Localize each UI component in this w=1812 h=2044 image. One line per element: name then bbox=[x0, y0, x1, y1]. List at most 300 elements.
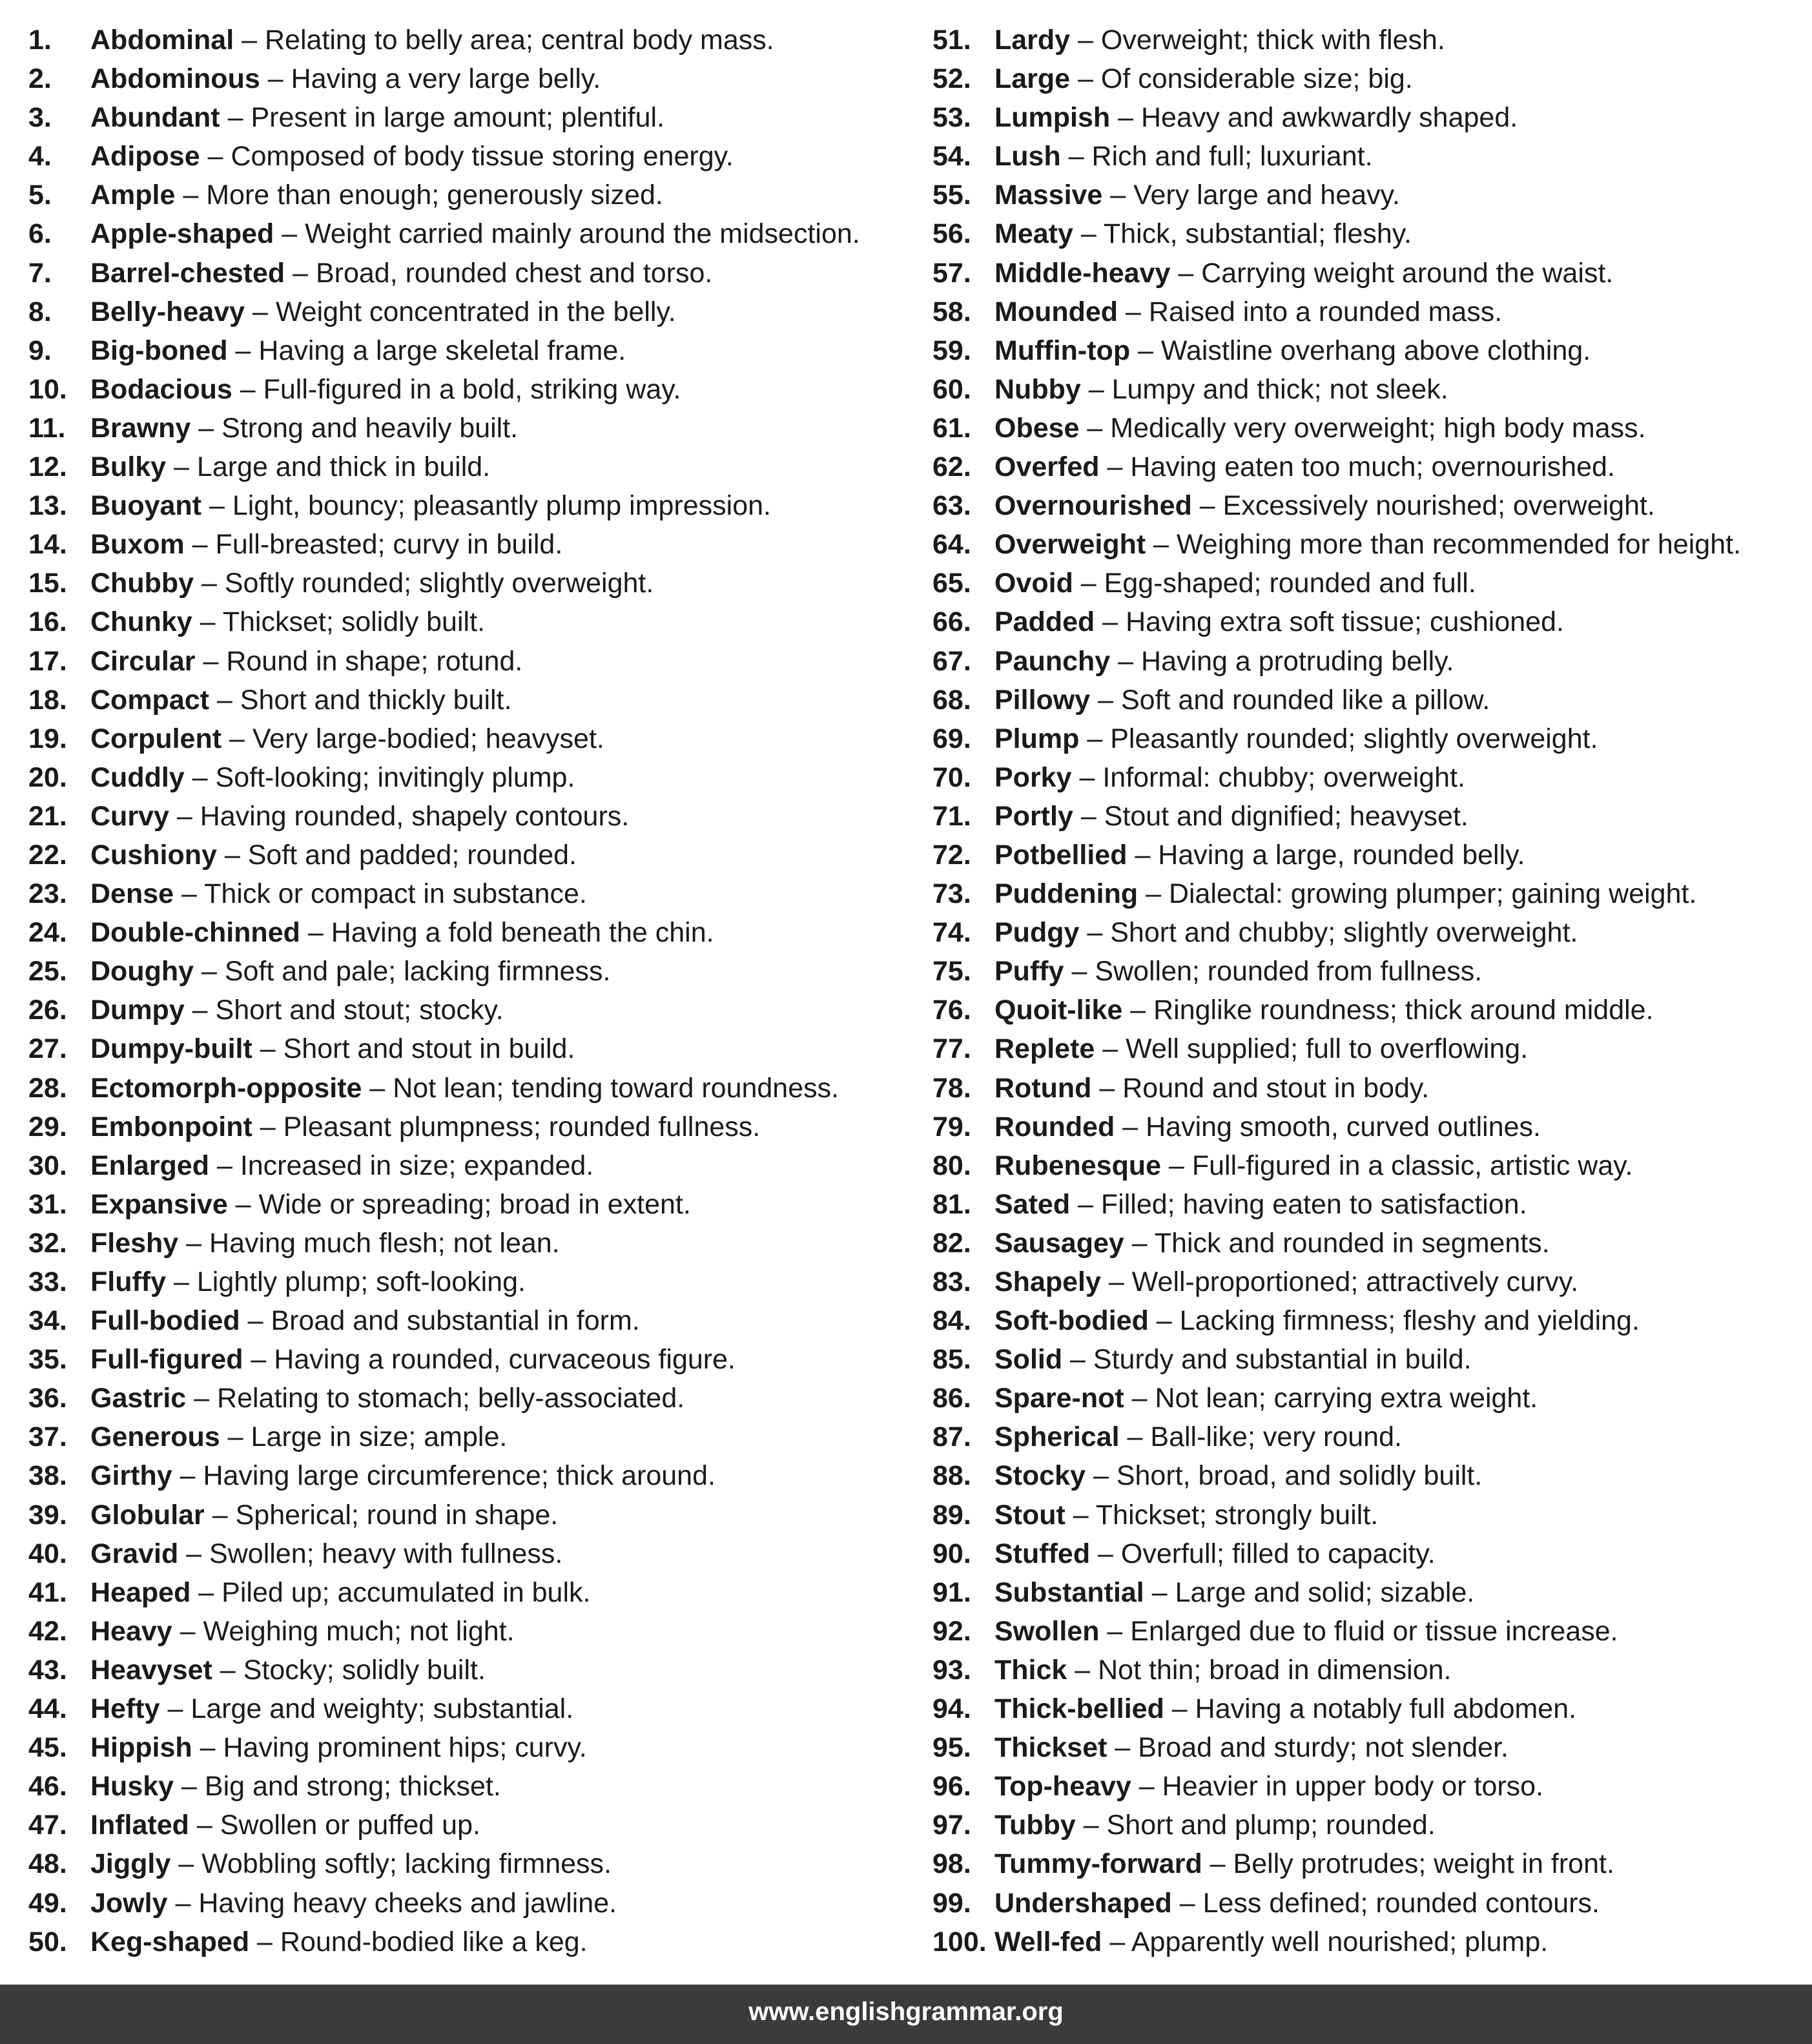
entry-text bbox=[994, 719, 1598, 758]
entry-text bbox=[90, 176, 663, 214]
entry-separator: – bbox=[1079, 723, 1111, 754]
entry-text bbox=[90, 1108, 760, 1146]
entry-text bbox=[994, 1612, 1618, 1651]
entry-text bbox=[90, 409, 518, 448]
entry-separator: – bbox=[209, 1150, 240, 1181]
list-item bbox=[28, 21, 907, 59]
entry-definition: Wobbling softly; lacking firmness. bbox=[201, 1848, 612, 1880]
entry-text bbox=[994, 525, 1741, 564]
entry-definition: Having much flesh; not lean. bbox=[209, 1227, 560, 1259]
entry-text bbox=[994, 1689, 1576, 1728]
entry-term: Buxom bbox=[90, 529, 185, 561]
list-item bbox=[28, 331, 907, 370]
entry-number: 56. bbox=[932, 218, 971, 250]
entry-definition: Piled up; accumulated in bulk. bbox=[221, 1576, 591, 1608]
list-item bbox=[28, 1534, 907, 1573]
entry-text bbox=[994, 1108, 1541, 1146]
entry-separator: – bbox=[1127, 839, 1158, 871]
list-item bbox=[932, 98, 1798, 137]
entry-separator: – bbox=[190, 1576, 222, 1608]
entry-number: 79. bbox=[932, 1111, 971, 1142]
entry-text bbox=[994, 1728, 1508, 1767]
entry-separator: – bbox=[167, 1887, 199, 1919]
footer-website[interactable]: www.englishgrammar.org bbox=[0, 1985, 1812, 2044]
entry-definition: Full-breasted; curvy in build. bbox=[215, 529, 563, 561]
entry-term: Gastric bbox=[90, 1383, 187, 1414]
entry-separator: – bbox=[221, 723, 252, 754]
entry-text bbox=[994, 681, 1490, 719]
entry-separator: – bbox=[160, 1693, 191, 1725]
entry-definition: Short and stout; stocky. bbox=[215, 995, 504, 1026]
entry-number: 2. bbox=[28, 63, 52, 95]
entry-term: Sated bbox=[994, 1188, 1071, 1220]
entry-term: Jowly bbox=[90, 1887, 168, 1919]
entry-text bbox=[994, 874, 1696, 913]
list-item bbox=[28, 525, 907, 564]
entry-definition: Soft and padded; rounded. bbox=[247, 839, 577, 871]
entry-definition: More than enough; generously sized. bbox=[206, 180, 663, 211]
entry-number: 51. bbox=[932, 25, 971, 56]
entry-definition: Sturdy and substantial in build. bbox=[1093, 1344, 1472, 1376]
entry-separator: – bbox=[1095, 1033, 1126, 1065]
entry-separator: – bbox=[1119, 1421, 1151, 1453]
entry-definition: Medically very overweight; high body mass. bbox=[1110, 412, 1646, 444]
list-item bbox=[28, 1806, 907, 1844]
entry-definition: Soft-looking; invitingly plump. bbox=[215, 761, 575, 793]
entry-definition: Very large-bodied; heavyset. bbox=[252, 723, 604, 754]
entry-definition: Full-figured in a bold, striking way. bbox=[263, 373, 681, 405]
entry-term: Cuddly bbox=[90, 761, 185, 793]
entry-definition: Informal: chubby; overweight. bbox=[1102, 761, 1465, 793]
entry-definition: Having heavy cheeks and jawline. bbox=[198, 1887, 617, 1919]
list-item bbox=[28, 59, 907, 98]
entry-number: 23. bbox=[28, 878, 67, 910]
entry-definition: Relating to stomach; belly-associated. bbox=[217, 1383, 685, 1414]
entry-definition: Large in size; ample. bbox=[251, 1421, 508, 1453]
entry-number: 3. bbox=[28, 102, 52, 134]
list-item bbox=[932, 1689, 1798, 1728]
entry-term: Brawny bbox=[90, 412, 191, 444]
entry-number: 50. bbox=[28, 1926, 67, 1957]
entry-separator: – bbox=[1202, 1848, 1233, 1880]
entry-term: Inflated bbox=[90, 1810, 189, 1841]
entry-term: Portly bbox=[994, 800, 1073, 832]
entry-text bbox=[90, 564, 654, 603]
entry-number: 30. bbox=[28, 1150, 67, 1181]
entry-term: Chunky bbox=[90, 606, 192, 638]
entry-definition: Not lean; carrying extra weight. bbox=[1155, 1383, 1538, 1414]
entry-number: 64. bbox=[932, 529, 971, 561]
list-item bbox=[28, 293, 907, 331]
entry-number: 67. bbox=[932, 645, 971, 677]
entry-text bbox=[994, 758, 1465, 797]
list-item bbox=[28, 1029, 907, 1068]
list-item bbox=[932, 1379, 1798, 1418]
entry-number: 6. bbox=[28, 218, 52, 250]
entry-definition: Having eaten too much; overnourished. bbox=[1130, 451, 1615, 483]
list-item bbox=[28, 1456, 907, 1495]
entry-term: Abdominal bbox=[90, 25, 234, 56]
list-item bbox=[932, 1108, 1798, 1146]
entry-text bbox=[994, 21, 1445, 59]
entry-separator: – bbox=[209, 684, 240, 716]
list-item bbox=[932, 564, 1798, 603]
entry-number: 19. bbox=[28, 723, 67, 754]
entry-text bbox=[90, 719, 604, 758]
entry-definition: Strong and heavily built. bbox=[221, 412, 519, 444]
entry-definition: Very large and heavy. bbox=[1133, 180, 1400, 211]
list-item bbox=[28, 991, 907, 1029]
entry-definition: Filled; having eaten to satisfaction. bbox=[1100, 1188, 1527, 1220]
entry-separator: – bbox=[189, 1810, 220, 1841]
entry-definition: Short and chubby; slightly overweight. bbox=[1110, 917, 1578, 949]
list-item bbox=[932, 836, 1798, 874]
entry-term: Massive bbox=[994, 180, 1103, 211]
entry-separator: – bbox=[192, 1732, 223, 1764]
entry-term: Bodacious bbox=[90, 373, 232, 405]
entry-separator: – bbox=[1090, 684, 1121, 716]
entry-text bbox=[994, 331, 1591, 370]
list-item bbox=[28, 1923, 907, 1961]
entry-definition: Increased in size; expanded. bbox=[240, 1150, 594, 1181]
entry-separator: – bbox=[245, 296, 276, 327]
entry-number: 71. bbox=[932, 800, 971, 832]
entry-text bbox=[90, 1806, 480, 1844]
entry-separator: – bbox=[1124, 1227, 1155, 1259]
list-item bbox=[932, 1301, 1798, 1340]
entry-definition: Broad, rounded chest and torso. bbox=[315, 257, 713, 289]
entry-separator: – bbox=[172, 1460, 203, 1492]
entry-text bbox=[994, 1923, 1548, 1961]
entry-definition: Short and thickly built. bbox=[240, 684, 512, 716]
entry-number: 57. bbox=[932, 257, 971, 289]
list-item bbox=[932, 1224, 1798, 1263]
list-item bbox=[28, 1224, 907, 1263]
entry-text bbox=[90, 486, 771, 525]
entry-separator: – bbox=[201, 490, 232, 522]
entry-text bbox=[90, 21, 774, 59]
entry-definition: Heavier in upper body or torso. bbox=[1162, 1771, 1544, 1802]
entry-definition: Swollen or puffed up. bbox=[220, 1810, 480, 1841]
entry-number: 59. bbox=[932, 335, 971, 366]
entry-text bbox=[994, 836, 1525, 874]
entry-number: 84. bbox=[932, 1305, 971, 1337]
entry-number: 62. bbox=[932, 451, 971, 483]
entry-text bbox=[994, 642, 1454, 681]
entry-definition: Well supplied; full to overflowing. bbox=[1126, 1033, 1529, 1065]
entry-term: Lush bbox=[994, 141, 1061, 172]
entry-definition: Lacking firmness; fleshy and yielding. bbox=[1179, 1305, 1640, 1337]
list-item bbox=[932, 913, 1798, 952]
entry-number: 21. bbox=[28, 800, 67, 832]
entry-number: 88. bbox=[932, 1460, 971, 1492]
entry-number: 73. bbox=[932, 878, 971, 910]
entry-separator: – bbox=[174, 1771, 205, 1802]
entry-number: 5. bbox=[28, 180, 52, 211]
list-item bbox=[28, 1340, 907, 1379]
entry-definition: Weighing more than recommended for height. bbox=[1176, 529, 1742, 561]
entry-number: 9. bbox=[28, 335, 52, 366]
entry-text bbox=[994, 1418, 1402, 1456]
entry-text bbox=[90, 98, 664, 137]
entry-separator: – bbox=[1075, 1810, 1107, 1841]
entry-term: Overfed bbox=[994, 451, 1100, 483]
list-item bbox=[932, 137, 1798, 176]
entry-definition: Large and weighty; substantial. bbox=[190, 1693, 574, 1725]
entry-term: Porky bbox=[994, 761, 1072, 793]
entry-text bbox=[90, 952, 610, 991]
entry-number: 4. bbox=[28, 141, 52, 172]
entry-number: 72. bbox=[932, 839, 971, 871]
entry-text bbox=[994, 952, 1482, 991]
entry-definition: Composed of body tissue storing energy. bbox=[231, 141, 734, 172]
entry-text bbox=[994, 797, 1468, 836]
entry-number: 42. bbox=[28, 1615, 67, 1647]
list-item bbox=[932, 1767, 1798, 1806]
entry-separator: – bbox=[1164, 1693, 1195, 1725]
entry-term: Mounded bbox=[994, 296, 1118, 327]
entry-text bbox=[90, 370, 681, 409]
entry-definition: Broad and sturdy; not slender. bbox=[1138, 1732, 1508, 1764]
entry-text bbox=[994, 409, 1646, 448]
entry-separator: – bbox=[362, 1072, 393, 1104]
entry-definition: Thickset; strongly built. bbox=[1095, 1499, 1379, 1531]
entry-text bbox=[90, 1573, 590, 1612]
entry-term: Meaty bbox=[994, 218, 1073, 250]
entry-text bbox=[90, 1728, 587, 1767]
entry-term: Hippish bbox=[90, 1732, 192, 1764]
entry-definition: Large and solid; sizable. bbox=[1175, 1576, 1475, 1608]
entry-separator: – bbox=[1146, 529, 1177, 561]
entry-number: 28. bbox=[28, 1072, 67, 1104]
entry-term: Heavy bbox=[90, 1615, 172, 1647]
entry-number: 93. bbox=[932, 1654, 971, 1686]
entry-term: Spherical bbox=[994, 1421, 1120, 1453]
entry-definition: Having a large skeletal frame. bbox=[258, 335, 626, 366]
entry-text bbox=[90, 1612, 515, 1651]
entry-term: Dumpy-built bbox=[90, 1033, 252, 1065]
entry-separator: – bbox=[252, 1111, 283, 1142]
entry-number: 33. bbox=[28, 1266, 67, 1297]
entry-text bbox=[90, 913, 714, 952]
entry-separator: – bbox=[1070, 1188, 1101, 1220]
entry-definition: Carrying weight around the waist. bbox=[1201, 257, 1614, 289]
entry-term: Compact bbox=[90, 684, 209, 716]
entry-definition: Weighing much; not light. bbox=[203, 1615, 515, 1647]
entry-definition: Less defined; rounded contours. bbox=[1202, 1887, 1600, 1919]
entry-separator: – bbox=[1170, 257, 1202, 289]
entry-definition: Lightly plump; soft-looking. bbox=[196, 1266, 526, 1297]
list-item bbox=[932, 1496, 1798, 1534]
list-item bbox=[28, 874, 907, 913]
entry-separator: – bbox=[166, 451, 197, 483]
entry-text bbox=[90, 1767, 501, 1806]
entry-term: Expansive bbox=[90, 1188, 228, 1220]
word-list-column-left bbox=[28, 21, 907, 1961]
entry-text bbox=[994, 254, 1613, 293]
entry-number: 87. bbox=[932, 1421, 971, 1453]
list-item bbox=[932, 176, 1798, 214]
entry-separator: – bbox=[1110, 102, 1141, 134]
entry-term: Buoyant bbox=[90, 490, 201, 522]
entry-term: Fleshy bbox=[90, 1227, 179, 1259]
entry-separator: – bbox=[1124, 1383, 1155, 1414]
list-item bbox=[28, 681, 907, 719]
entry-separator: – bbox=[1118, 296, 1149, 327]
list-item bbox=[28, 176, 907, 214]
list-item bbox=[932, 1612, 1798, 1651]
entry-definition: Spherical; round in shape. bbox=[235, 1499, 559, 1531]
entry-term: Full-figured bbox=[90, 1344, 243, 1376]
entry-text bbox=[994, 1146, 1632, 1185]
entry-number: 100. bbox=[932, 1926, 987, 1957]
entry-definition: Not lean; tending toward roundness. bbox=[393, 1072, 839, 1104]
entry-number: 99. bbox=[932, 1887, 971, 1919]
entry-separator: – bbox=[1067, 1654, 1098, 1686]
list-item bbox=[28, 1844, 907, 1883]
list-item bbox=[28, 1496, 907, 1534]
entry-term: Thick bbox=[994, 1654, 1067, 1686]
entry-number: 54. bbox=[932, 141, 971, 172]
list-item bbox=[932, 1728, 1798, 1767]
entry-definition: Lumpy and thick; not sleek. bbox=[1111, 373, 1448, 405]
entry-term: Replete bbox=[994, 1033, 1095, 1065]
entry-definition: Having a fold beneath the chin. bbox=[331, 917, 714, 949]
list-item bbox=[932, 1185, 1798, 1224]
entry-term: Abdominous bbox=[90, 63, 260, 95]
list-item bbox=[28, 1069, 907, 1108]
list-item bbox=[28, 1651, 907, 1689]
entry-term: Fluffy bbox=[90, 1266, 167, 1297]
list-item bbox=[28, 486, 907, 525]
list-item bbox=[932, 486, 1798, 525]
entry-term: Gravid bbox=[90, 1538, 179, 1569]
entry-term: Thickset bbox=[994, 1732, 1107, 1764]
list-item bbox=[932, 1534, 1798, 1573]
list-item bbox=[932, 331, 1798, 370]
list-item bbox=[932, 952, 1798, 991]
entry-number: 44. bbox=[28, 1693, 67, 1725]
entry-definition: Weight concentrated in the belly. bbox=[275, 296, 676, 327]
list-item bbox=[932, 1573, 1798, 1612]
entry-text bbox=[994, 98, 1518, 137]
entry-text bbox=[994, 913, 1578, 952]
entry-number: 90. bbox=[932, 1538, 971, 1569]
entry-separator: – bbox=[184, 529, 216, 561]
entry-term: Stocky bbox=[994, 1460, 1086, 1492]
entry-text bbox=[994, 137, 1373, 176]
list-item bbox=[28, 448, 907, 486]
entry-text bbox=[994, 1884, 1600, 1923]
entry-number: 53. bbox=[932, 102, 971, 134]
entry-separator: – bbox=[1095, 606, 1126, 638]
list-item bbox=[932, 681, 1798, 719]
list-item bbox=[932, 1146, 1798, 1185]
entry-number: 76. bbox=[932, 995, 971, 1026]
entry-text bbox=[90, 1224, 560, 1263]
list-item bbox=[932, 874, 1798, 913]
list-item bbox=[28, 1418, 907, 1456]
entry-definition: Rich and full; luxuriant. bbox=[1091, 141, 1373, 172]
entry-text bbox=[90, 1844, 612, 1883]
entry-term: Rounded bbox=[994, 1111, 1115, 1142]
entry-text bbox=[90, 874, 587, 913]
entry-term: Solid bbox=[994, 1344, 1063, 1376]
entry-term: Double-chinned bbox=[90, 917, 300, 949]
entry-definition: Excessively nourished; overweight. bbox=[1222, 490, 1655, 522]
entry-term: Quoit-like bbox=[994, 995, 1123, 1026]
entry-term: Hefty bbox=[90, 1693, 160, 1725]
entry-term: Heavyset bbox=[90, 1654, 212, 1686]
entry-definition: Heavy and awkwardly shaped. bbox=[1140, 102, 1518, 134]
entry-term: Curvy bbox=[90, 800, 169, 832]
entry-text bbox=[994, 1496, 1378, 1534]
entry-text bbox=[90, 137, 734, 176]
entry-definition: Pleasant plumpness; rounded fullness. bbox=[283, 1111, 761, 1142]
entry-separator: – bbox=[178, 1538, 210, 1569]
entry-text bbox=[994, 1573, 1474, 1612]
list-item bbox=[28, 1263, 907, 1301]
entry-term: Belly-heavy bbox=[90, 296, 245, 327]
entry-number: 58. bbox=[932, 296, 971, 327]
entry-term: Well-fed bbox=[994, 1926, 1102, 1957]
entry-number: 55. bbox=[932, 180, 971, 211]
entry-term: Rotund bbox=[994, 1072, 1092, 1104]
list-item bbox=[28, 758, 907, 797]
entry-definition: Apparently well nourished; plump. bbox=[1131, 1926, 1549, 1957]
entry-separator: – bbox=[1100, 1266, 1132, 1297]
entry-separator: – bbox=[190, 412, 222, 444]
entry-number: 36. bbox=[28, 1383, 67, 1414]
entry-number: 49. bbox=[28, 1887, 67, 1919]
entry-definition: Full-figured in a classic, artistic way. bbox=[1191, 1150, 1633, 1181]
entry-number: 68. bbox=[932, 684, 971, 716]
entry-separator: – bbox=[170, 1848, 202, 1880]
entry-term: Stout bbox=[994, 1499, 1066, 1531]
entry-definition: Swollen; rounded from fullness. bbox=[1095, 956, 1483, 987]
entry-separator: – bbox=[212, 1654, 243, 1686]
list-item bbox=[28, 603, 907, 641]
list-item bbox=[28, 797, 907, 836]
entry-number: 10. bbox=[28, 373, 67, 405]
entry-definition: Ringlike roundness; thick around middle. bbox=[1153, 995, 1654, 1026]
list-item bbox=[28, 564, 907, 603]
entry-number: 43. bbox=[28, 1654, 67, 1686]
entry-number: 24. bbox=[28, 917, 67, 949]
entry-separator: – bbox=[192, 606, 223, 638]
entry-definition: Swollen; heavy with fullness. bbox=[209, 1538, 563, 1569]
entry-term: Substantial bbox=[994, 1576, 1144, 1608]
entry-term: Doughy bbox=[90, 956, 194, 987]
entry-separator: – bbox=[204, 1499, 236, 1531]
entry-term: Potbellied bbox=[994, 839, 1127, 871]
entry-text bbox=[994, 1534, 1436, 1573]
entry-number: 63. bbox=[932, 490, 971, 522]
word-list-column-right bbox=[932, 21, 1798, 1961]
entry-separator: – bbox=[1115, 1111, 1146, 1142]
entry-separator: – bbox=[1110, 645, 1142, 677]
entry-number: 70. bbox=[932, 761, 971, 793]
entry-text bbox=[90, 1301, 640, 1340]
entry-definition: Relating to belly area; central body mass. bbox=[264, 25, 774, 56]
entry-number: 52. bbox=[932, 63, 971, 95]
list-item bbox=[28, 254, 907, 293]
entry-text bbox=[994, 1806, 1436, 1844]
entry-definition: Egg-shaped; rounded and full. bbox=[1104, 568, 1476, 599]
entry-definition: Ball-like; very round. bbox=[1150, 1421, 1402, 1453]
entry-term: Tummy-forward bbox=[994, 1848, 1202, 1880]
entry-number: 48. bbox=[28, 1848, 67, 1880]
